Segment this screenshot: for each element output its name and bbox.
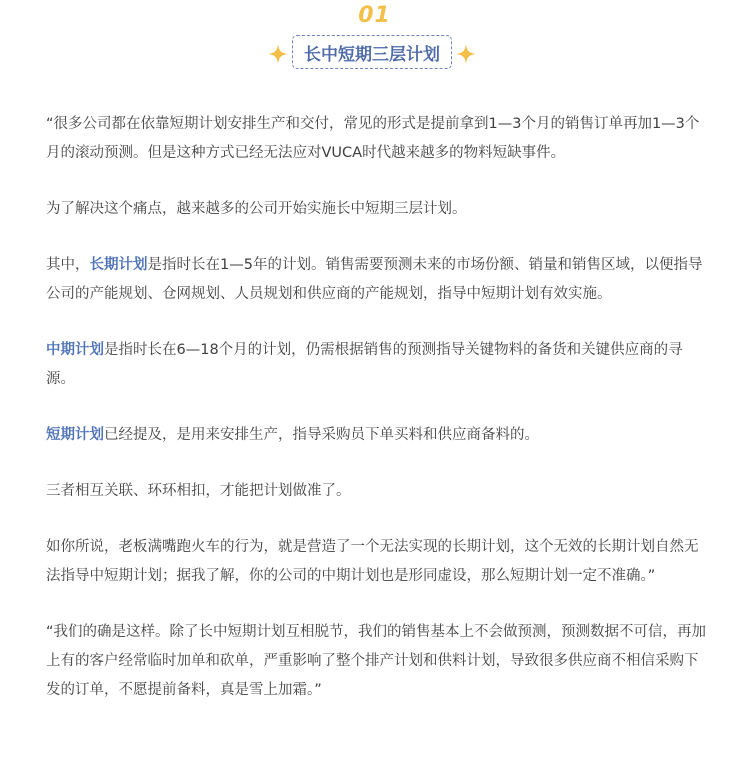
highlight-long-term-plan: 长期计划 [89, 257, 148, 273]
paragraph-short-term [46, 421, 706, 450]
paragraph-solution: 为了解决这个痛点，越来越多的公司开始实施长中短期三层计划。 [46, 201, 467, 217]
paragraph-text: 是指时长在1—5年的计划。销售需要预测未来的市场份额、销量和销售区域，以便指导公司的产能规划、仓网规划、人员规划和供应商的产能规划，指导中短期计划有效实施。 [46, 257, 703, 302]
paragraph-long-term [46, 251, 706, 309]
paragraph-linkage: 三者相互关联、环环相扣，才能把计划做准了。 [46, 483, 351, 499]
sparkle-icon [456, 44, 476, 64]
paragraph-mid-term [46, 336, 706, 394]
paragraph-intro: “很多公司都在依靠短期计划安排生产和交付，常见的形式是提前拿到1—3个月的销售订单再加1—3个月的滚动预测。但是这种方式已经无法应对VUCA时代越来越多的物料短缺事件。 [46, 116, 700, 161]
sparkle-icon [268, 44, 288, 64]
paragraph-reply: “我们的确是这样。除了长中短期计划互相脱节，我们的销售基本上不会做预测，预测数据不可信，再加上有的客户经常临时加单和砍单，严重影响了整个排产计划和供料计划，导致很多供应商不相信采购下发的订单，不愿提前备料，真是雪上加霜。” [46, 624, 707, 698]
paragraph-text: 是指时长在6—18个月的计划，仍需根据销售的预测指导关键物料的备货和关键供应商的寻源。 [46, 342, 683, 387]
highlight-mid-term-plan: 中期计划 [46, 342, 104, 358]
paragraph-boss-behavior: 如你所说，老板满嘴跑火车的行为，就是营造了一个无法实现的长期计划，这个无效的长期计划自然无法指导中短期计划；据我了解，你的公司的中期计划也是形同虚设，那么短期计划一定不准确。” [46, 539, 699, 584]
paragraph-text: 已经提及，是用来安排生产，指导采购员下单买料和供应商备料的。 [104, 427, 539, 443]
section-title-text: 长中短期三层计划 [304, 44, 440, 65]
section-title [292, 35, 452, 69]
section-number: 01 [358, 3, 391, 28]
highlight-short-term-plan: 短期计划 [46, 427, 104, 443]
article-body [46, 110, 706, 732]
section-header [0, 0, 749, 90]
paragraph-prefix: 其中， [46, 257, 90, 273]
